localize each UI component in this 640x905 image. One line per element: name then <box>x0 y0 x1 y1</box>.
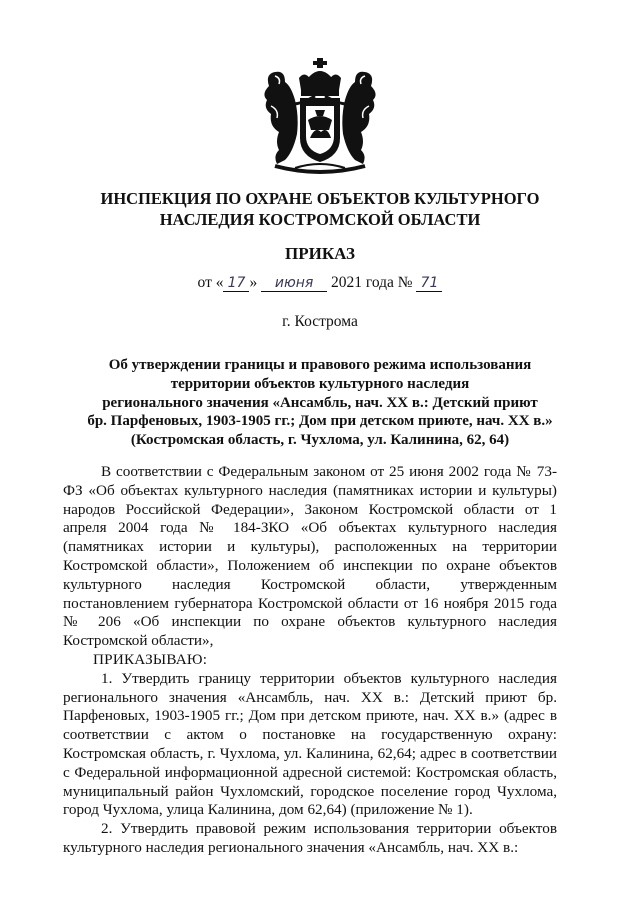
item-1-paragraph: 1. Утвердить границу территории объектов культурного наследия регионального значения «Ансамбль, нач. ХХ в.: Детский приют бр. Парфеновых, 1903-1905 гг.; Дом при детском приюте, нач. ХХ в.» (адрес в соответствии с актом о постановке на государственную охрану: Костромская область, г. Чухлома, ул. Калинина, 62,64; адрес в соответствии с Федеральной информационной адресной системой: Костромская область, муниципальный район Чухломский, городское поселение город Чухлома, город Чухлома, улица Калинина, дом 62,64) (приложение № 1). <box>63 669 557 819</box>
document-type: ПРИКАЗ <box>285 244 355 263</box>
order-word: ПРИКАЗЫВАЮ: <box>93 650 208 668</box>
document-body <box>63 463 557 858</box>
subject-line-2: территории объектов культурного наследия <box>170 375 470 392</box>
org-line-1: ИНСПЕКЦИЯ ПО ОХРАНЕ ОБЪЕКТОВ КУЛЬТУРНОГО <box>100 189 540 208</box>
subject-line-3: регионального значения «Ансамбль, нач. ХХ в.: Детский приют <box>102 394 538 411</box>
organization-name <box>60 188 580 230</box>
org-line-2: НАСЛЕДИЯ КОСТРОМСКОЙ ОБЛАСТИ <box>159 210 481 229</box>
handwritten-month: июня <box>261 275 327 292</box>
preamble-paragraph: В соответствии с Федеральным законом от 25 июня 2002 года № 73-ФЗ «Об объектах культурного наследия (памятниках истории и культуры) народов Российской Федерации», Законом Костромской области от 1 апреля 2004 года № 184-ЗКО «Об объектах культурного наследия (памятниках истории и культуры), расположенных на территории Костромской области», Положением об инспекции по охране объектов культурного наследия Костромской области, утвержденным постановлением губернатора Костромской области от 16 ноября 2015 года № 206 «Об инспекции по охране объектов культурного наследия Костромской области», <box>63 463 557 650</box>
date-sep: » <box>249 274 258 291</box>
subject-line-1: Об утверждении границы и правового режима использования <box>108 357 532 373</box>
date-prefix: от « <box>197 274 224 291</box>
subject-heading <box>62 356 578 450</box>
subject-line-5: (Костромская область, г. Чухлома, ул. Калинина, 62, 64) <box>130 432 510 449</box>
date-year: 2021 года № <box>330 274 413 291</box>
handwritten-number: 71 <box>416 275 442 292</box>
kostroma-coat-of-arms-icon <box>255 56 385 176</box>
city: г. Кострома <box>282 313 358 330</box>
handwritten-day: 17 <box>223 275 249 292</box>
item-2-paragraph: 2. Утвердить правовой режим использования территории объектов культурного наследия регионального значения «Ансамбль, нач. ХХ в.: <box>63 820 557 856</box>
subject-line-4: бр. Парфеновых, 1903-1905 гг.; Дом при детском приюте, нач. ХХ в.» <box>87 413 553 430</box>
date-line <box>0 274 640 292</box>
